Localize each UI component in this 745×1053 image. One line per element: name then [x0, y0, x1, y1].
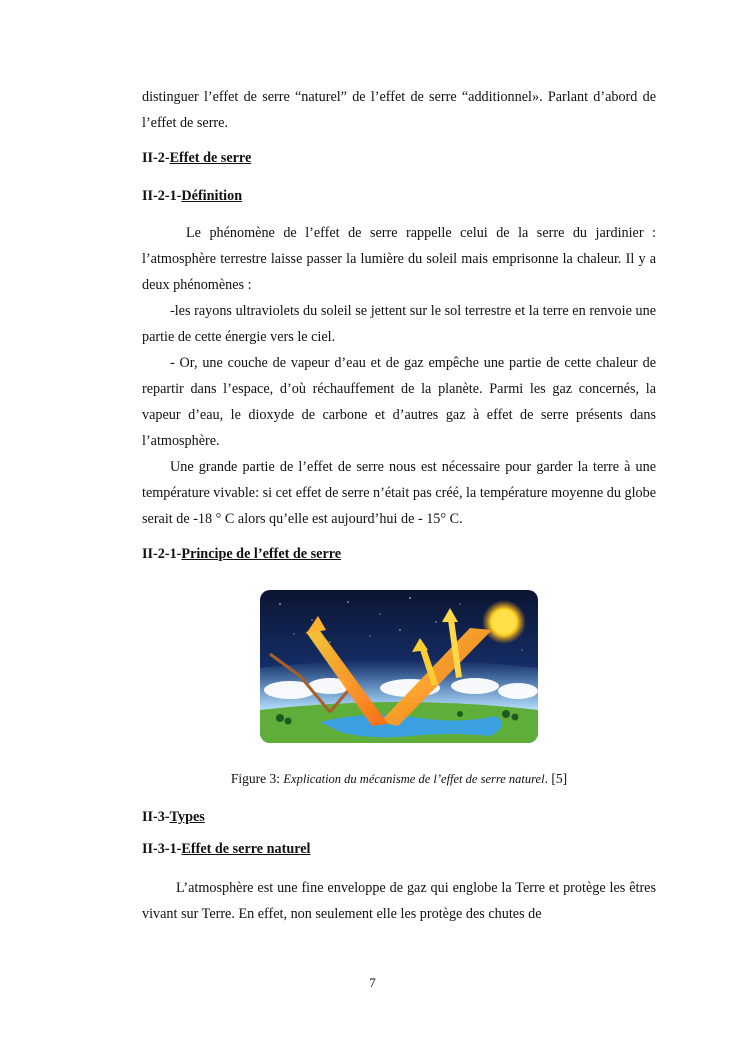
naturel-paragraph-1: L’atmosphère est une fine enveloppe de gaz qui englobe la Terre et protège les êtres vivant sur Terre. En effet, non seulement elle les protège des chutes de: [142, 880, 656, 922]
definition-paragraph-3: - Or, une couche de vapeur d’eau et de gaz empêche une partie de cette chaleur de repartir dans l’espace, d’où réchauffement de la planète. Parmi les gaz concernés, la vapeur d’eau, le dioxyde de carbone et d’autres gaz à effet de serre présents dans l’atmosphère.: [142, 355, 656, 449]
heading-types: II-3-Types: [142, 809, 205, 825]
definition-paragraph-1: Le phénomène de l’effet de serre rappelle celui de la serre du jardinier : l’atmosphère terrestre laisse passer la lumière du soleil mais emprisonne la chaleur. Il y a deux phénomènes :: [142, 225, 656, 293]
figure-caption: Figure 3: Explication du mécanisme de l’effet de serre naturel. [5]: [230, 771, 568, 786]
page-number: 7: [369, 975, 376, 990]
greenhouse-effect-image: [260, 590, 538, 743]
heading-effet-de-serre: II-2-Effet de serre: [142, 150, 252, 166]
document-page: [142, 84, 656, 927]
greenhouse-effect-illustration: [260, 590, 538, 743]
definition-paragraph-2: -les rayons ultraviolets du soleil se jettent sur le sol terrestre et la terre en renvoie une partie de cette énergie vers le ciel.: [142, 303, 656, 345]
heading-effet-naturel: II-3-1-Effet de serre naturel: [142, 841, 311, 857]
heading-principe: II-2-1-Principe de l’effet de serre: [142, 546, 342, 562]
definition-paragraph-4: Une grande partie de l’effet de serre nous est nécessaire pour garder la terre à une température vivable: si cet effet de serre n’était pas créé, la température moyenne du globe serait de -18 ° C alors qu’elle est aujourd’hui de - 15° C.: [142, 459, 656, 527]
heading-definition: II-2-1-Définition: [142, 188, 243, 204]
intro-paragraph: distinguer l’effet de serre “naturel” de l’effet de serre “additionnel». Parlant d’abord de l’effet de serre.: [142, 89, 656, 131]
